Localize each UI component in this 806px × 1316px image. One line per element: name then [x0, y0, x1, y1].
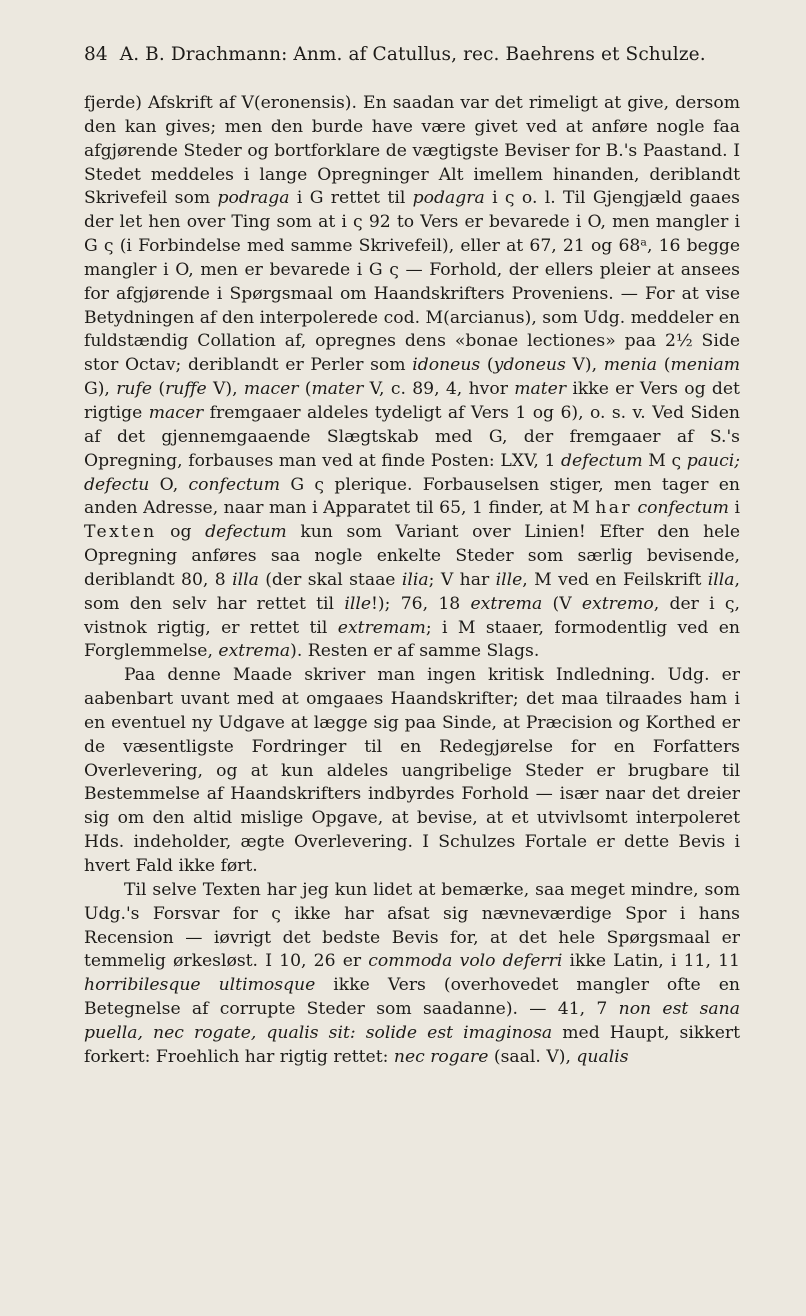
italic-text: pauci; defectu — [84, 450, 740, 495]
body-text — [84, 92, 740, 1070]
italic-text: extrema — [470, 593, 543, 614]
text-run: (saal. V), — [488, 1046, 577, 1067]
italic-text: podagra — [412, 188, 485, 209]
italic-text: extremam — [337, 617, 426, 638]
text-run: V, c. 89, 4, hvor — [363, 379, 515, 400]
text-run: ; V har — [428, 569, 496, 590]
italic-text: extremo — [581, 593, 654, 614]
italic-text: qualis — [576, 1046, 629, 1067]
text-run: ( — [657, 355, 671, 376]
text-run: fremgaaer aldeles tydeligt af Vers 1 og 6), o. s. v. Ved Siden af det gjennemgaaende Slægtskab med G, der fremgaaer af S.'s Opregning, forbauses man ved at finde Posten: LXV, 1 — [84, 402, 740, 471]
italic-text: meniam — [670, 355, 741, 376]
paragraph — [84, 664, 740, 879]
italic-text: ilia — [401, 569, 429, 590]
text-run: M ς — [642, 450, 687, 471]
text-run: Paa denne Maade skriver man ingen kritisk Indledning. Udg. er aabenbart uvant med at omgaaes Haandskrifter; det maa tilraades ham i en eventuel ny Udgave at lægge sig paa Sinde, at Præcision og Korthed er de væsentligste Fordringer til en Redegjørelse for en Forfatters Overlevering, og at kun aldeles uangribelige Steder er brugbare til Bestemmelse af Haandskrifters indbyrdes Forhold — især naar det dreier sig om den altid mislige Opgave, at bevise, at et utvivlsomt interpoleret Hds. indeholder, ægte Overlevering. I Schulzes Fortale er dette Bevis i hvert Fald ikke ført. — [84, 665, 740, 876]
italic-text: defectum — [205, 522, 287, 543]
text-run: i — [728, 498, 740, 519]
italic-text: ruffe — [165, 379, 207, 400]
italic-text: horribilesque ultimosque — [84, 975, 316, 996]
text-run: ; i M staaer, formodentlig ved en Forglemmelse, — [84, 617, 740, 662]
italic-text: idoneus — [412, 355, 481, 376]
italic-text: mater — [311, 379, 364, 400]
italic-text: nec rogare — [393, 1046, 489, 1067]
italic-text: ille — [344, 593, 372, 614]
text-run: O, — [149, 474, 189, 495]
page-number: 84 — [84, 44, 108, 65]
text-run: V), — [206, 379, 244, 400]
text-run: (V — [542, 593, 582, 614]
text-run: G ς plerique. Forbauselsen stiger, men tager en anden Adresse, naar man i Apparatet til 65, 1 finder, at M — [84, 474, 740, 519]
italic-text: illa — [232, 569, 259, 590]
running-title: A. B. Drachmann: Anm. af Catullus, rec. Baehrens et Schulze. — [119, 44, 706, 65]
text-run: i ς o. l. Til Gjengjæld gaaes der let hen over Ting som at i ς 92 to Vers er bevarede i O, men mangler i G ς (i Forbindelse med samme Skrivefeil), eller at 67, 21 og 68ᵃ, 16 begge mangler i O, men er bevarede i G ς — Forhold, der ellers pleier at ansees for afgjørende i Spørgsmaal om Haandskrifters Proveniens. — For at vise Betydningen af den interpolerede cod. M(arcianus), som Udg. meddeler en fuldstændig Collation af, opregnes dens «bonae lectiones» paa 2½ Side stor Octav; deriblandt er Perler som — [84, 188, 740, 376]
text-run: !); 76, 18 — [371, 593, 471, 614]
running-header — [84, 44, 734, 65]
text-run: i G rettet til — [289, 188, 413, 209]
text-run: , der i ς, vistnok rigtig, er rettet til — [84, 593, 740, 638]
italic-text: ydoneus — [493, 355, 566, 376]
text-run: ( — [480, 355, 494, 376]
italic-text: confectum — [188, 474, 280, 495]
italic-text: rufe — [116, 379, 153, 400]
italic-text: confectum — [637, 498, 729, 519]
italic-text: macer — [243, 379, 299, 400]
paragraph — [84, 879, 740, 1070]
spaced-emphasis: har — [595, 498, 632, 519]
paragraph — [84, 92, 740, 664]
text-run: V), — [565, 355, 604, 376]
text-run: G), — [84, 379, 117, 400]
text-run: kun som Variant over Linien! Efter den hele Opregning anføres saa nogle enkelte Steder som særlig bevisende, deriblandt 80, 8 — [84, 522, 741, 590]
text-run: fjerde) Afskrift af V(eronensis). En saadan var det rimeligt at give, dersom den kan gives; men den burde have være givet ved at anføre nogle faa afgjørende Steder og bortforklare de vægtigste Beviser for B.'s Paastand. I Stedet meddeles i lange Opregninger Alt imellem hinanden, deriblandt Skrivefeil som — [84, 93, 740, 209]
text-run: ikke Latin, i 11, 11 — [562, 951, 740, 972]
text-run: ikke Vers (overhovedet mangler ofte en Betegnelse af corrupte Steder som saadanne). — 41, 7 — [84, 975, 740, 1020]
italic-text: macer — [148, 402, 204, 423]
text-run: ( — [152, 379, 166, 400]
text-run: og — [156, 522, 206, 543]
text-run: ( — [298, 379, 312, 400]
text-run: , M ved en Feilskrift — [522, 569, 708, 590]
italic-text: extrema — [218, 641, 291, 662]
text-run: , som den selv har rettet til — [84, 569, 741, 614]
italic-text: menia — [603, 355, 658, 376]
italic-text: podraga — [217, 188, 290, 209]
text-run: ). Resten er af samme Slags. — [290, 641, 540, 662]
italic-text: commoda volo deferri — [368, 951, 563, 972]
italic-text: illa — [707, 569, 735, 590]
text-run: ikke er Vers og det rigtige — [84, 379, 740, 423]
italic-text: defectum — [561, 450, 643, 471]
spaced-emphasis: Texten — [84, 522, 157, 543]
text-run: (der skal staae — [258, 569, 402, 590]
italic-text: mater — [514, 379, 567, 400]
italic-text: ille — [495, 569, 523, 590]
text-run: Til selve Texten har jeg kun lidet at bemærke, saa meget mindre, som Udg.'s Forsvar for ς ikke har afsat sig nævneværdige Spor i hans Recension — iøvrigt det bedste Bevis for, at det hele Spørgsmaal er temmelig ørkesløst. I 10, 26 er — [84, 879, 740, 972]
italic-text: non est sana puella, nec rogate, qualis sit: solide est imaginosa — [84, 999, 740, 1043]
text-run: med Haupt, sikkert forkert: Froehlich har rigtig rettet: — [84, 1022, 740, 1067]
